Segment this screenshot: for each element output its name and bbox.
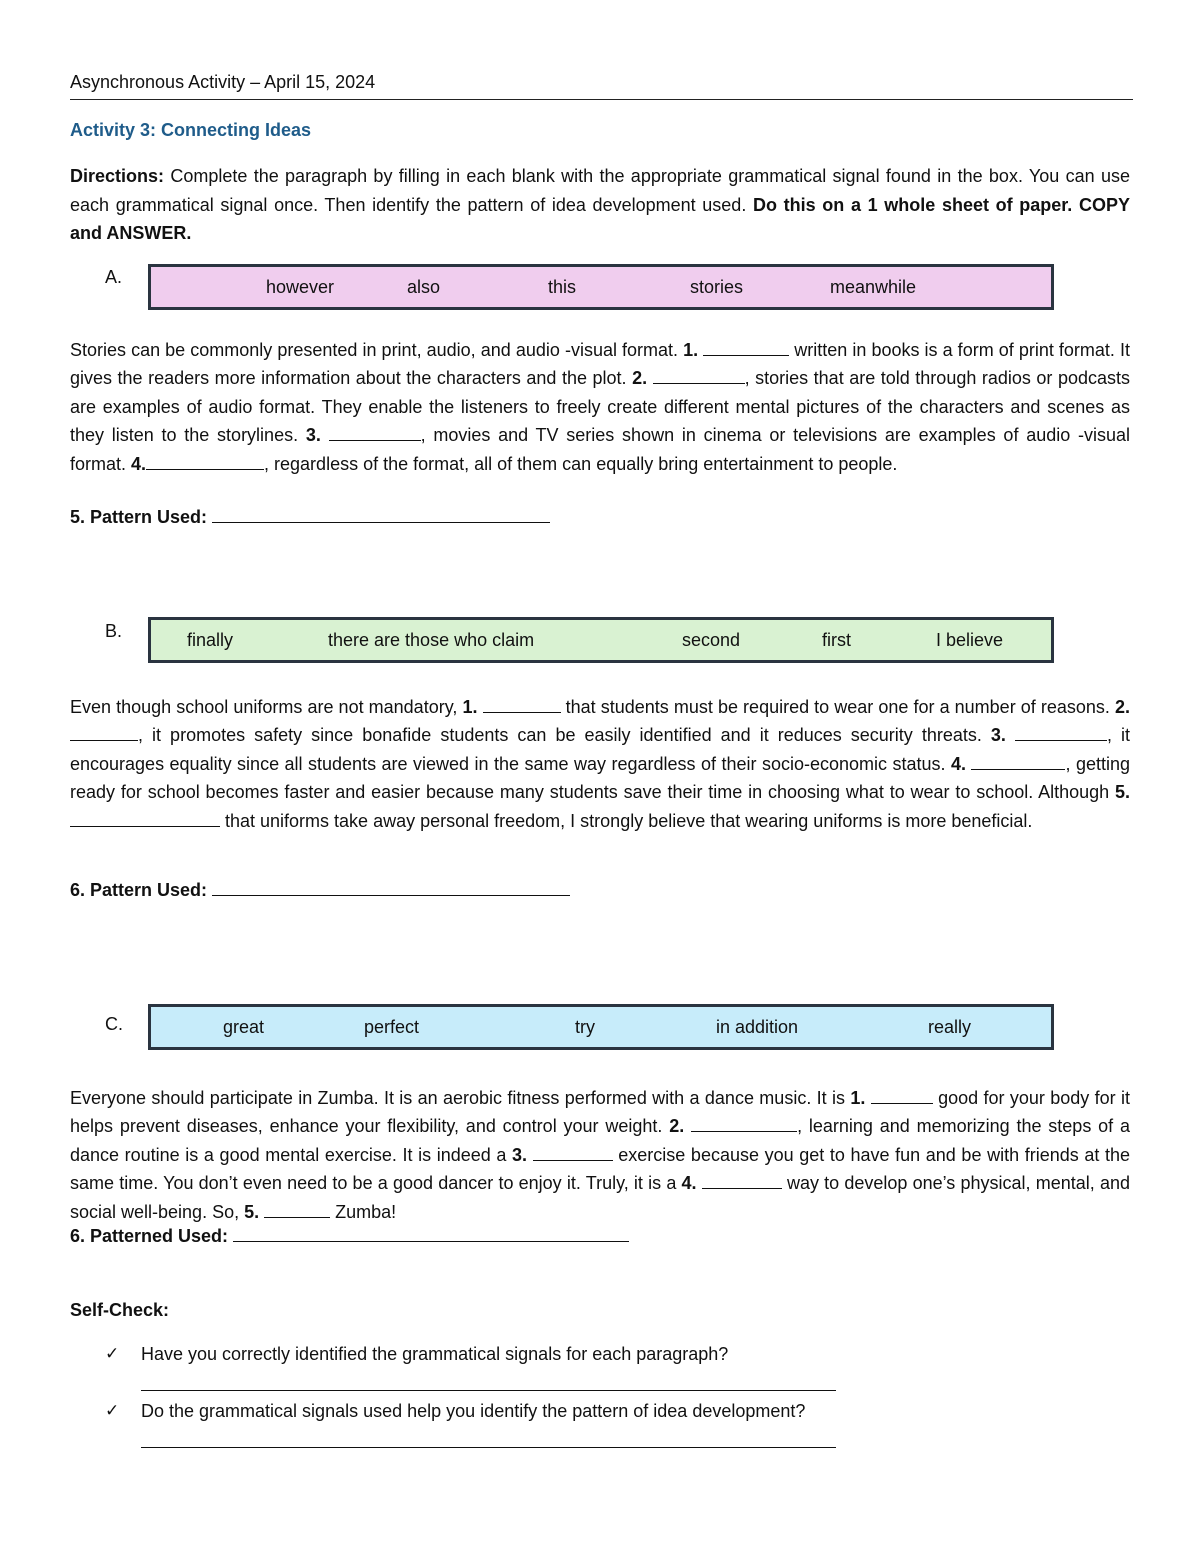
checkmark-icon: ✓ — [105, 1344, 120, 1363]
pattern-answer-line[interactable] — [212, 522, 550, 523]
signal-word: meanwhile — [830, 277, 917, 297]
signal-word: stories — [690, 277, 744, 297]
section-b-letter: B. — [105, 621, 123, 641]
activity-title: Activity 3: Connecting Ideas — [70, 120, 312, 140]
signal-word: there are those who claim — [328, 630, 535, 650]
section-b-pattern: 6. Pattern Used: — [70, 880, 570, 901]
self-check-answer-line[interactable] — [141, 1390, 836, 1391]
signal-word: I believe — [936, 630, 1004, 650]
answer-blank[interactable] — [871, 1103, 933, 1104]
section-b-paragraph: Even though school uniforms are not mandatory, 1. that students must be required to wear one for a number of reasons. 2. , it promotes safety since bonafide students can be easily identified and it reduces security threats. 3. , it encourages equality since all students are viewed in the same way regardless of their socio-economic status. 4. , getting ready for school becomes faster and easier because many students save their time in choosing what to wear to school. Although 5. that uniforms take away personal freedom, I strongly believe that wearing uniforms is more beneficial. — [70, 697, 1131, 831]
directions-text: Complete the paragraph by filling in each blank with the appropriate grammatical signal found in the box. You can use each grammatical signal once. Then identify the pattern of idea development used. — [70, 166, 1130, 215]
section-a-pattern: 5. Pattern Used: — [70, 507, 550, 528]
answer-blank[interactable] — [971, 769, 1065, 770]
section-c-letter: C. — [105, 1014, 123, 1034]
answer-blank[interactable] — [70, 826, 220, 827]
pattern-answer-line[interactable] — [212, 895, 570, 896]
section-c-paragraph: Everyone should participate in Zumba. It is an aerobic fitness performed with a dance music. It is 1. good for your body for it helps prevent diseases, enhance your flexibility, and control your weight. 2. , learning and memorizing the steps of a dance routine is a good mental exercise. It is indeed a 3. exercise because you get to have fun and be with friends at the same time. You don’t even need to be a good dancer to enjoy it. Truly, it is a 4. way to develop one’s physical, mental, and social well-being. So, 5. Zumba! — [70, 1088, 1130, 1222]
self-check-question: Do the grammatical signals used help you identify the pattern of idea development? — [141, 1401, 806, 1421]
self-check-question: Have you correctly identified the grammatical signals for each paragraph? — [141, 1344, 729, 1364]
self-check-answer-line[interactable] — [141, 1447, 836, 1448]
signal-word: also — [407, 277, 441, 297]
answer-blank[interactable] — [264, 1217, 330, 1218]
section-a-letter: A. — [105, 267, 123, 287]
directions-label: Directions: — [70, 166, 165, 186]
signal-word: this — [548, 277, 577, 297]
answer-blank[interactable] — [483, 712, 561, 713]
section-c-signal-box — [148, 1004, 1054, 1050]
signal-word: first — [822, 630, 851, 650]
signal-word: really — [928, 1017, 972, 1037]
self-check-title: Self-Check: — [70, 1300, 170, 1320]
section-a-signal-box — [148, 264, 1054, 310]
page-header: Asynchronous Activity – April 15, 2024 — [70, 72, 1133, 100]
section-b-signal-box — [148, 617, 1054, 663]
answer-blank[interactable] — [691, 1131, 797, 1132]
answer-blank[interactable] — [533, 1160, 613, 1161]
signal-word: try — [575, 1017, 595, 1037]
answer-blank[interactable] — [146, 469, 264, 470]
directions — [70, 162, 1130, 248]
answer-blank[interactable] — [703, 355, 789, 356]
signal-word: however — [266, 277, 335, 297]
section-a-paragraph: Stories can be commonly presented in print, audio, and audio -visual format. 1. written in books is a form of print format. It gives the readers more information about the characters and the plot. 2. , stories that are told through radios or podcasts are examples of audio format. They enable the listeners to freely create different mental pictures of the characters and scenes as they listen to the storylines. 3. , movies and TV series shown in cinema or televisions are examples of audio -visual format. 4. , regardless of the format, all of them can equally bring entertainment to people. — [70, 340, 1130, 474]
answer-blank[interactable] — [70, 740, 138, 741]
answer-blank[interactable] — [653, 383, 745, 384]
signal-word: second — [682, 630, 741, 650]
pattern-answer-line[interactable] — [233, 1241, 629, 1242]
checkmark-icon: ✓ — [105, 1401, 120, 1420]
answer-blank[interactable] — [329, 440, 421, 441]
signal-word: great — [223, 1017, 265, 1037]
signal-word: perfect — [364, 1017, 420, 1037]
section-c-pattern: 6. Patterned Used: — [70, 1226, 629, 1247]
signal-word: in addition — [716, 1017, 799, 1037]
signal-word: finally — [187, 630, 234, 650]
answer-blank[interactable] — [702, 1188, 782, 1189]
answer-blank[interactable] — [1015, 740, 1107, 741]
directions-bold-text: Do this on a 1 whole sheet of paper. COPY and ANSWER. — [70, 194, 1130, 243]
